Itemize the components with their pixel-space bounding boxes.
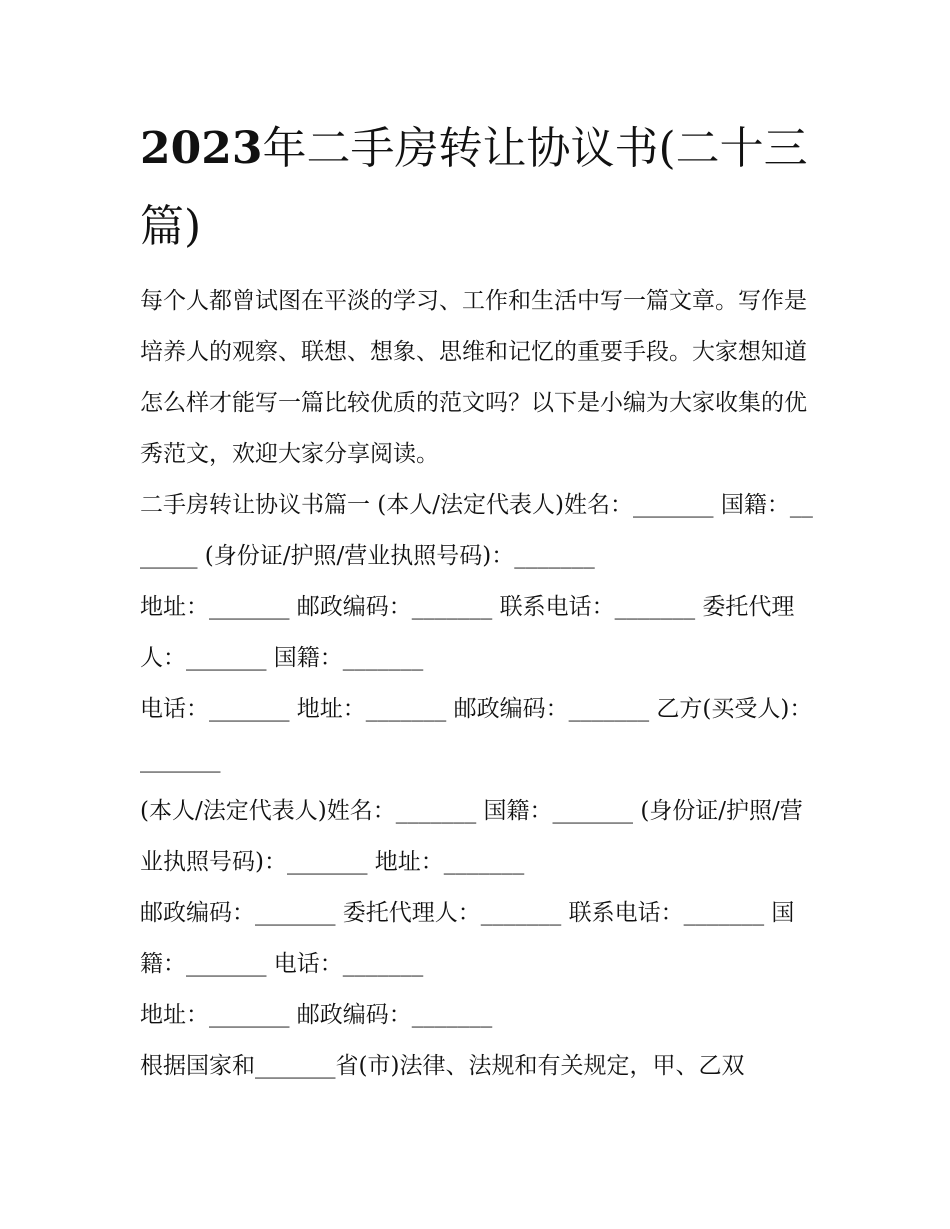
buyer-address-paragraph: 地址：_______ 邮政编码：_______ xyxy=(140,1002,493,1028)
legal-basis-paragraph: 根据国家和_______省(市)法律、法规和有关规定，甲、乙双 xyxy=(140,1053,745,1079)
title-year: 2023 xyxy=(140,123,263,174)
seller-info-paragraph: 二手房转让协议书篇一 (本人/法定代表人)姓名：_______ 国籍：_______ (身份证/护照/营业执照号码)：_______ xyxy=(140,492,813,569)
agent-contact-paragraph: 电话：_______ 地址：_______ 邮政编码：_______ 乙方(买受人)：_______ xyxy=(140,696,813,773)
buyer-contact-paragraph: 邮政编码：_______ 委托代理人：_______ 联系电话：_______ 国籍：_______ 电话：_______ xyxy=(140,900,795,977)
document-title xyxy=(140,110,830,266)
title-text: 年二手房转让协议书(二十三篇) xyxy=(140,123,808,252)
seller-contact-paragraph: 地址：_______ 邮政编码：_______ 联系电话：_______ 委托代理人：_______ 国籍：_______ xyxy=(140,594,795,671)
document-body xyxy=(140,276,820,1092)
intro-paragraph: 每个人都曾试图在平淡的学习、工作和生活中写一篇文章。写作是培养人的观察、联想、想象、思维和记忆的重要手段。大家想知道怎么样才能写一篇比较优质的范文吗？以下是小编为大家收集的优秀范文，欢迎大家分享阅读。 xyxy=(140,288,807,467)
buyer-info-paragraph: (本人/法定代表人)姓名：_______ 国籍：_______ (身份证/护照/营业执照号码)：_______ 地址：_______ xyxy=(140,798,803,875)
